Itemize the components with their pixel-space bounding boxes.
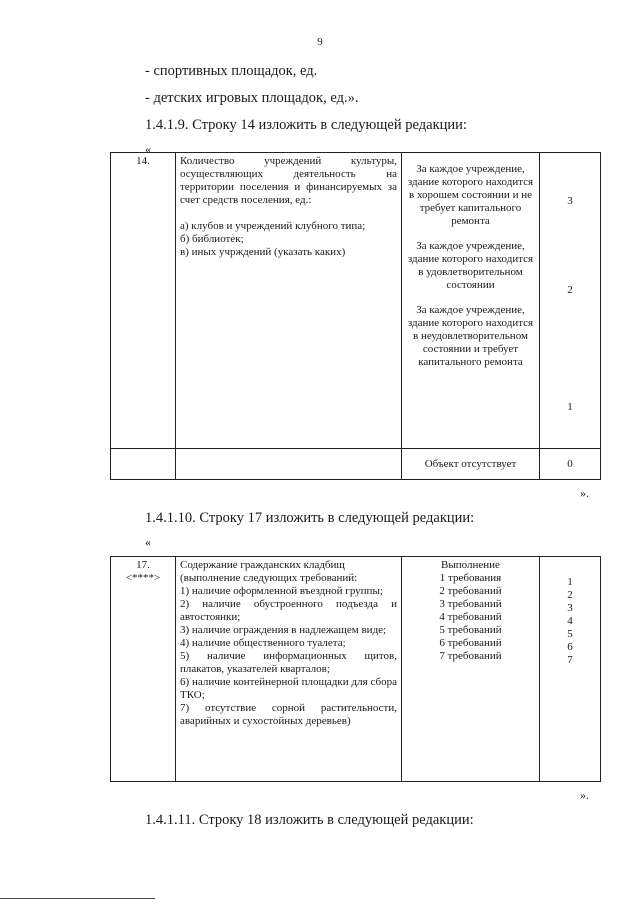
- criterion: 3 требований: [439, 597, 502, 610]
- score: 0: [540, 449, 601, 480]
- score: 1: [567, 401, 573, 413]
- score: 2: [567, 588, 573, 601]
- indicator-item: б) библиотек;: [180, 232, 244, 245]
- row-number: 14.: [111, 153, 176, 449]
- requirement-item: 3) наличие ограждения в надлежащем виде;: [180, 623, 387, 636]
- page-number: 9: [317, 36, 323, 48]
- indicator-description: [176, 557, 402, 782]
- criteria-cell: [402, 557, 540, 782]
- score: 7: [567, 653, 573, 666]
- score: 3: [567, 601, 573, 614]
- score-cell: [540, 557, 601, 782]
- indicator-text: Содержание гражданских кладбищ (выполнение следующих требований:: [180, 559, 358, 584]
- criteria-heading: Выполнение: [441, 559, 500, 571]
- score: 4: [567, 614, 573, 627]
- score-cell: [540, 153, 601, 449]
- heading-row-14: 1.4.1.9. Строку 14 изложить в следующей редакции:: [145, 117, 467, 133]
- close-quote-1: ».: [580, 486, 589, 500]
- requirement-item: 5) наличие информационных щитов, плакатов, указателей кварталов;: [180, 649, 397, 675]
- row-number: 17. <****>: [111, 557, 176, 782]
- requirement-item: 1) наличие оформленной въездной группы;: [180, 584, 383, 597]
- criteria-cell: [402, 153, 540, 449]
- footnote-marker: <****>: [125, 571, 161, 584]
- text-sports: - спортивных площадок, ед.: [145, 63, 318, 79]
- table-row-17: [110, 556, 601, 782]
- criterion-absent: Объект отсутствует: [402, 449, 540, 480]
- criterion: 6 требований: [439, 636, 502, 649]
- criterion: 7 требований: [439, 649, 502, 662]
- criterion: 4 требований: [439, 610, 502, 623]
- open-quote-2: «: [145, 535, 151, 549]
- table-row-14: [110, 152, 601, 480]
- close-quote-2: ».: [580, 788, 589, 802]
- requirement-item: 4) наличие общественного туалета;: [180, 636, 346, 649]
- score: 2: [567, 284, 573, 296]
- score: 5: [567, 627, 573, 640]
- requirement-item: 2) наличие обустроенного подъезда и автостоянки;: [180, 597, 397, 623]
- indicator-text: Количество учреждений культуры, осуществляющих деятельность на территории поселения и финансируемых за счет средств поселения, ед.:: [180, 155, 397, 206]
- criterion: За каждое учреждение, здание которого находится в хорошем состоянии и не требует капитального ремонта: [407, 163, 534, 227]
- indicator-item: в) иных учрждений (указать каких): [180, 245, 346, 258]
- heading-row-18: 1.4.1.11. Строку 18 изложить в следующей редакции:: [145, 812, 474, 828]
- score: 6: [567, 640, 573, 653]
- text-playgrounds: - детских игровых площадок, ед.».: [145, 90, 359, 106]
- score: 3: [567, 195, 573, 207]
- requirement-item: 6) наличие контейнерной площадки для сбора ТКО;: [180, 675, 397, 701]
- indicator-item: а) клубов и учреждений клубного типа;: [180, 219, 366, 232]
- requirement-item: 7) отсутствие сорной растительности, аварийных и сухостойных деревьев): [180, 701, 397, 727]
- criterion: За каждое учреждение, здание которого находится в неудовлетворительном состоянии и требует капитального ремонта: [407, 303, 534, 368]
- indicator-description: [176, 153, 402, 449]
- criterion: За каждое учреждение, здание которого находится в удовлетворительном состоянии: [407, 239, 534, 291]
- open-quote-1: «: [145, 142, 151, 156]
- score: 1: [567, 576, 573, 588]
- footer-divider: [0, 898, 155, 899]
- heading-row-17: 1.4.1.10. Строку 17 изложить в следующей редакции:: [145, 510, 475, 526]
- criterion: 2 требований: [439, 584, 502, 597]
- criterion: 5 требований: [439, 623, 502, 636]
- criterion: 1 требования: [439, 571, 502, 584]
